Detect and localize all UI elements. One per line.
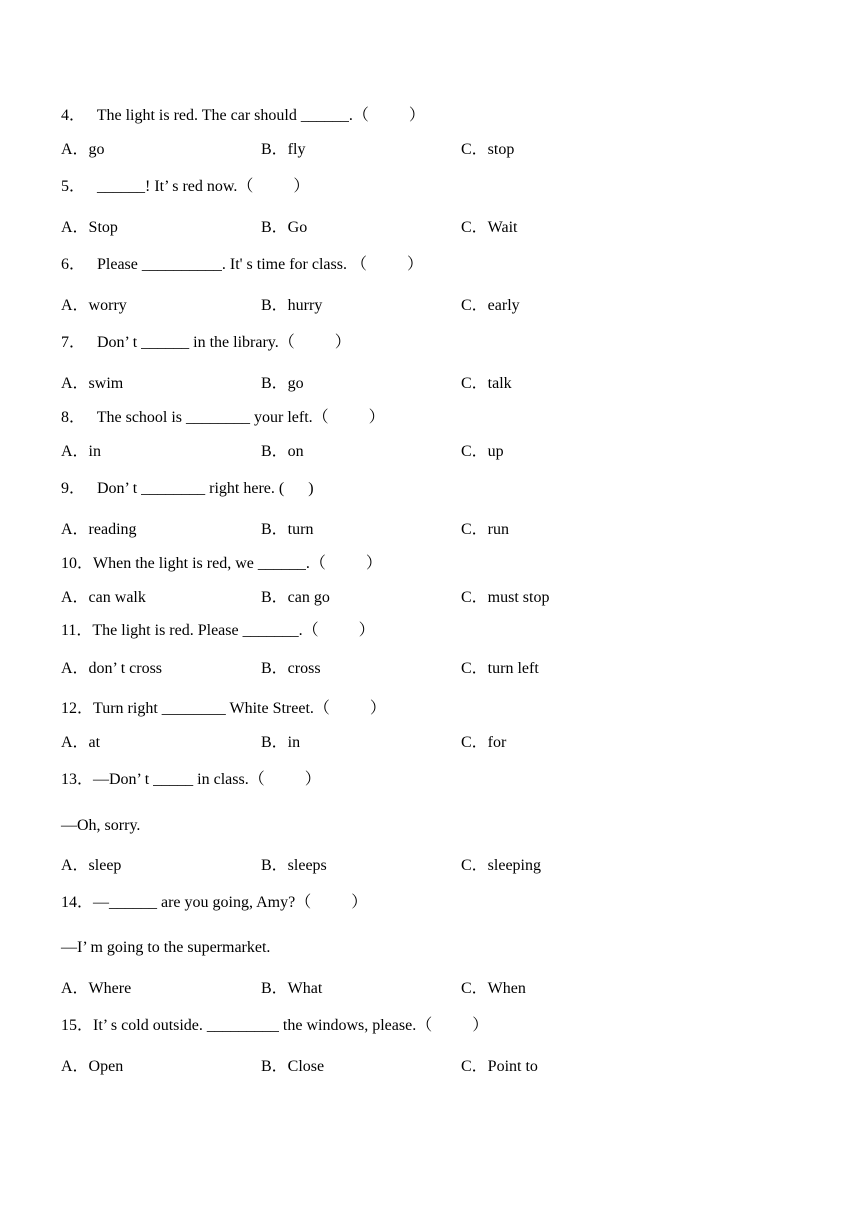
question-10-option-c[interactable]: C．must stop [461, 589, 550, 606]
question-13-option-c[interactable]: C．sleeping [461, 857, 541, 874]
question-14-option-c[interactable]: C．When [461, 980, 526, 997]
question-12-option-b[interactable]: B．in [261, 734, 301, 751]
question-14-option-a[interactable]: A．Where [61, 980, 132, 997]
question-12-stem: 12．Turn right ________ White Street.（ ） [61, 700, 386, 717]
question-11-option-a[interactable]: A．don’ t cross [61, 660, 163, 677]
question-8-option-c[interactable]: C．up [461, 443, 504, 460]
question-4-option-c[interactable]: C．stop [461, 141, 515, 158]
question-4-option-a[interactable]: A．go [61, 141, 105, 158]
question-7-option-c[interactable]: C．talk [461, 375, 512, 392]
question-13-stem: 13．—Don’ t _____ in class.（ ） [61, 771, 321, 788]
question-13-reply: —Oh, sorry. [61, 817, 141, 834]
question-5-stem: 5． ______! It’ s red now.（ ） [61, 178, 310, 195]
question-14-reply: —I’ m going to the supermarket. [61, 939, 271, 956]
question-6-stem: 6． Please __________. It' s time for class. （ ） [61, 256, 423, 273]
question-13-option-b[interactable]: B．sleeps [261, 857, 327, 874]
question-9-stem: 9． Don’ t ________ right here. ( ) [61, 480, 314, 497]
question-4-option-b[interactable]: B．fly [261, 141, 306, 158]
question-6-option-a[interactable]: A．worry [61, 297, 127, 314]
question-8-option-a[interactable]: A．in [61, 443, 102, 460]
question-5-option-c[interactable]: C．Wait [461, 219, 518, 236]
question-15-stem: 15．It’ s cold outside. _________ the windows, please.（ ） [61, 1017, 489, 1034]
question-9-option-c[interactable]: C．run [461, 521, 510, 538]
question-7-option-a[interactable]: A．swim [61, 375, 124, 392]
question-5-option-b[interactable]: B．Go [261, 219, 308, 236]
question-5-option-a[interactable]: A．Stop [61, 219, 118, 236]
question-14-stem: 14．—______ are you going, Amy?（ ） [61, 894, 368, 911]
question-10-option-b[interactable]: B．can go [261, 589, 330, 606]
question-6-option-c[interactable]: C．early [461, 297, 520, 314]
question-15-option-c[interactable]: C．Point to [461, 1058, 538, 1075]
question-11-option-b[interactable]: B．cross [261, 660, 321, 677]
question-11-option-c[interactable]: C．turn left [461, 660, 539, 677]
question-8-option-b[interactable]: B．on [261, 443, 304, 460]
question-9-option-a[interactable]: A．reading [61, 521, 137, 538]
question-9-option-b[interactable]: B．turn [261, 521, 314, 538]
question-14-option-b[interactable]: B．What [261, 980, 323, 997]
question-12-option-a[interactable]: A．at [61, 734, 101, 751]
question-11-stem: 11．The light is red. Please _______.（ ） [61, 622, 375, 639]
question-7-option-b[interactable]: B．go [261, 375, 304, 392]
question-10-option-a[interactable]: A．can walk [61, 589, 146, 606]
question-15-option-a[interactable]: A．Open [61, 1058, 124, 1075]
question-10-stem: 10．When the light is red, we ______.（ ） [61, 555, 382, 572]
question-4-stem: 4． The light is red. The car should ______.（ ） [61, 107, 425, 124]
question-6-option-b[interactable]: B．hurry [261, 297, 323, 314]
question-12-option-c[interactable]: C．for [461, 734, 507, 751]
question-15-option-b[interactable]: B．Close [261, 1058, 325, 1075]
question-13-option-a[interactable]: A．sleep [61, 857, 122, 874]
question-7-stem: 7． Don’ t ______ in the library.（ ） [61, 334, 351, 351]
question-8-stem: 8． The school is ________ your left.（ ） [61, 409, 385, 426]
